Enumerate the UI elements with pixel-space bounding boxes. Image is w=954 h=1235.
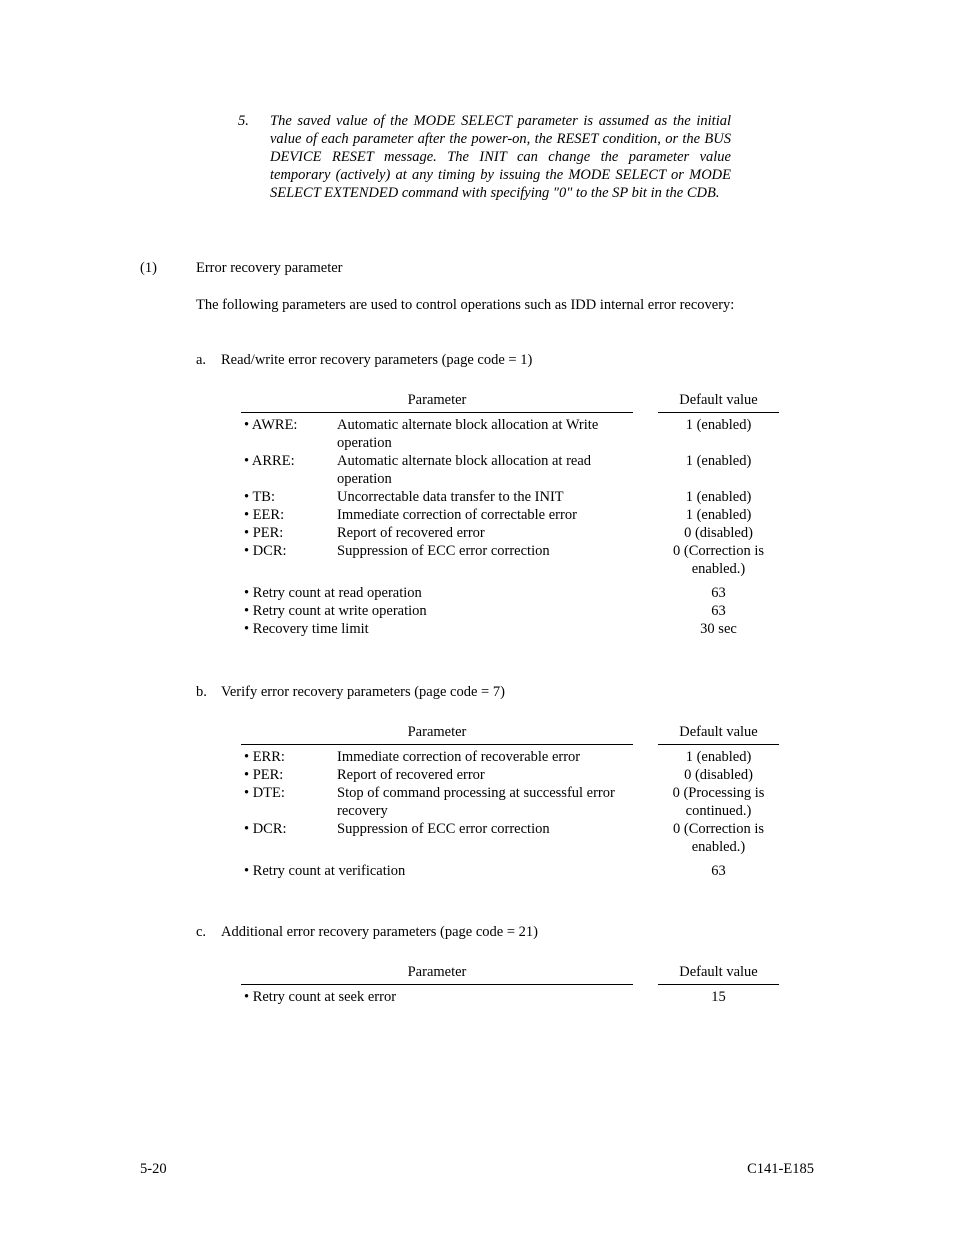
table-row: [241, 784, 780, 820]
param-default: 63: [711, 585, 726, 601]
param-desc: Report of recovered error: [337, 767, 485, 783]
header-default-value: Default value: [658, 391, 779, 413]
param-text: • Recovery time limit: [244, 621, 369, 637]
param-default: 1 (enabled): [685, 453, 752, 469]
param-desc: Suppression of ECC error correction: [337, 821, 550, 837]
table-header: [241, 391, 780, 412]
param-key: • DCR:: [244, 821, 287, 837]
param-default: 30 sec: [700, 621, 737, 637]
param-desc: Report of recovered error: [337, 525, 485, 541]
table-b: [241, 723, 780, 880]
table-row: [241, 584, 780, 602]
param-text: • Retry count at write operation: [244, 603, 427, 619]
param-key: • EER:: [244, 507, 285, 523]
header-default-value: Default value: [658, 963, 779, 985]
table-row: [241, 748, 780, 766]
subsection-title: Verify error recovery parameters (page code = 7): [221, 684, 505, 700]
subsection-title: Read/write error recovery parameters (page code = 1): [221, 352, 533, 368]
table-row: [241, 506, 780, 524]
table-row: [241, 862, 780, 880]
param-default: 1 (enabled): [685, 507, 752, 523]
header-default-value: Default value: [658, 723, 779, 745]
section-title: Error recovery parameter: [196, 260, 343, 276]
table-header: [241, 723, 780, 744]
note-number: 5.: [238, 113, 249, 129]
param-key: • AWRE:: [244, 417, 298, 433]
param-default: 0 (Correction is enabled.): [672, 821, 764, 855]
table-row: [241, 488, 780, 506]
param-desc: Immediate correction of correctable error: [337, 507, 577, 523]
table-row: [241, 820, 780, 856]
param-desc: Automatic alternate block allocation at read operation: [337, 453, 592, 487]
subsection-label: b.: [196, 684, 207, 700]
table-row: [241, 416, 780, 452]
subsection-label: c.: [196, 924, 207, 940]
section-intro: The following parameters are used to control operations such as IDD internal error recovery:: [196, 297, 735, 313]
param-desc: Stop of command processing at successful error recovery: [337, 785, 615, 819]
header-parameter: Parameter: [241, 723, 633, 745]
section-number: (1): [140, 260, 157, 276]
param-key: • ERR:: [244, 749, 285, 765]
subsection-b-heading: [196, 683, 505, 701]
param-default: 0 (disabled): [684, 525, 753, 541]
document-id: C141-E185: [747, 1161, 814, 1177]
param-desc: Uncorrectable data transfer to the INIT: [337, 489, 564, 505]
table-row: [241, 766, 780, 784]
note-text: The saved value of the MODE SELECT parameter is assumed as the initial value of each parameter after the power-on, the RESET condition, or the BUS DEVICE RESET message. The INIT can change the parameter value temporary (actively) at any timing by issuing the MODE SELECT or MODE SELECT EXTENDED command with specifying "0" to the SP bit in the CDB.: [270, 113, 731, 201]
table-header: [241, 963, 780, 984]
subsection-c-heading: [196, 923, 538, 941]
page-number: 5-20: [140, 1161, 167, 1177]
param-desc: Automatic alternate block allocation at Write operation: [337, 417, 599, 451]
param-key: • PER:: [244, 767, 284, 783]
table-row: [241, 602, 780, 620]
param-text: • Retry count at read operation: [244, 585, 422, 601]
param-default: 1 (enabled): [685, 417, 752, 433]
param-key: • ARRE:: [244, 453, 295, 469]
header-parameter: Parameter: [241, 391, 633, 413]
table-row: [241, 988, 780, 1006]
param-default: 0 (Correction is enabled.): [672, 543, 764, 577]
header-parameter: Parameter: [241, 963, 633, 985]
subsection-title: Additional error recovery parameters (page code = 21): [221, 924, 538, 940]
param-key: • TB:: [244, 489, 275, 505]
param-desc: Suppression of ECC error correction: [337, 543, 550, 559]
param-desc: Immediate correction of recoverable error: [337, 749, 581, 765]
note-item: [238, 112, 731, 202]
param-text: • Retry count at verification: [244, 863, 406, 879]
table-c: [241, 963, 780, 1006]
param-default: 1 (enabled): [685, 749, 752, 765]
table-row: [241, 452, 780, 488]
param-default: 63: [711, 603, 726, 619]
table-row: [241, 620, 780, 638]
table-row: [241, 524, 780, 542]
table-row: [241, 542, 780, 578]
param-key: • DTE:: [244, 785, 285, 801]
param-default: 1 (enabled): [685, 489, 752, 505]
param-default: 63: [711, 863, 726, 879]
param-default: 0 (disabled): [684, 767, 753, 783]
subsection-a-heading: [196, 351, 532, 369]
param-text: • Retry count at seek error: [244, 989, 397, 1005]
param-default: 0 (Processing is continued.): [672, 785, 765, 819]
param-key: • DCR:: [244, 543, 287, 559]
table-a: [241, 391, 780, 638]
param-default: 15: [711, 989, 726, 1005]
param-key: • PER:: [244, 525, 284, 541]
subsection-label: a.: [196, 352, 207, 368]
